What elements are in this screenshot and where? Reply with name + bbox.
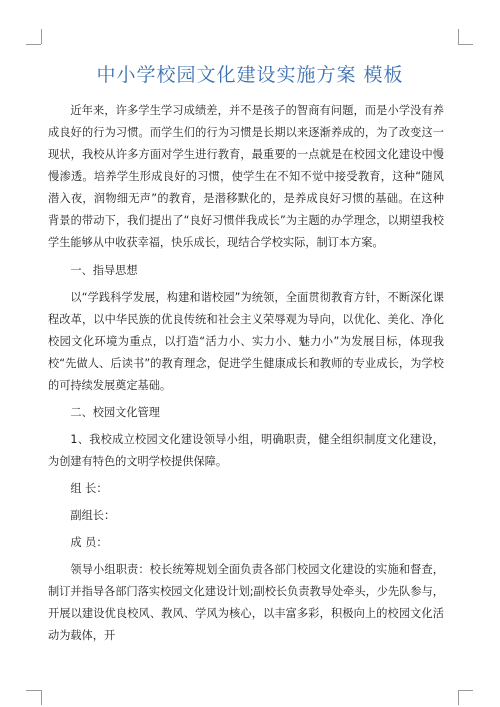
intro-paragraph: 近年来，许多学生学习成绩差，并不是孩子的智商有问题，而是小学没有养成良好的行为习惯。而学生们的行为习惯是长期以来逐渐养成的，为了改变这一现状，我校从许多方面对学生进行教育，最重要的一点就是在校园文化建设中慢慢渗透。培养学生形成良好的习惯，使学生在不知不觉中接受教育，这种“随风潜入夜，润物细无声”的教育，是潜移默化的，是养成良好习惯的基础。在这种背景的带动下，我们提出了“良好习惯伴我成长”为主题的办学理念，以期望我校学生能够从中收获幸福，快乐成长，现结合学校实际，制订本方案。 — [48, 104, 444, 249]
responsibilities-paragraph: 领导小组职责：校长统筹规划全面负责各部门校园文化建设的实施和督查，制订并指导各部门落实校园文化建设计划;副校长负责教导处牵头，少先队参与，开展以建设优良校风、教风、学风为核心，以丰富多彩，积极向上的校园文化活动为载体，开 — [48, 563, 444, 642]
group-leader-line: 组 长： — [70, 482, 108, 495]
guiding-ideology-paragraph: 以“学践科学发展，构建和谐校园”为统领，全面贯彻教育方针，不断深化课程改革，以中华民族的优良传统和社会主义荣辱观为导向，以优化、美化、净化校园文化环境为重点，以打造“活力小、实力小、魅力小”为发展目标，体现我校“先做人、后读书”的教育理念，促进学生健康成长和教师的专业成长，为学校的可持续发展奠定基础。 — [48, 291, 444, 392]
leadership-group-paragraph: 1、我校成立校园文化建设领导小组，明确职责，健全组织制度文化建设，为创建有特色的文明学校提供保障。 — [48, 433, 444, 468]
deputy-leader-line: 副组长： — [70, 509, 116, 522]
document-body — [48, 100, 444, 652]
section-heading-guiding-ideology: 一、指导思想 — [70, 264, 138, 277]
members-line: 成 员： — [70, 536, 108, 549]
section-heading-culture-management: 二、校园文化管理 — [70, 406, 160, 419]
document-title: 中小学校园文化建设实施方案 模板 — [96, 64, 404, 86]
